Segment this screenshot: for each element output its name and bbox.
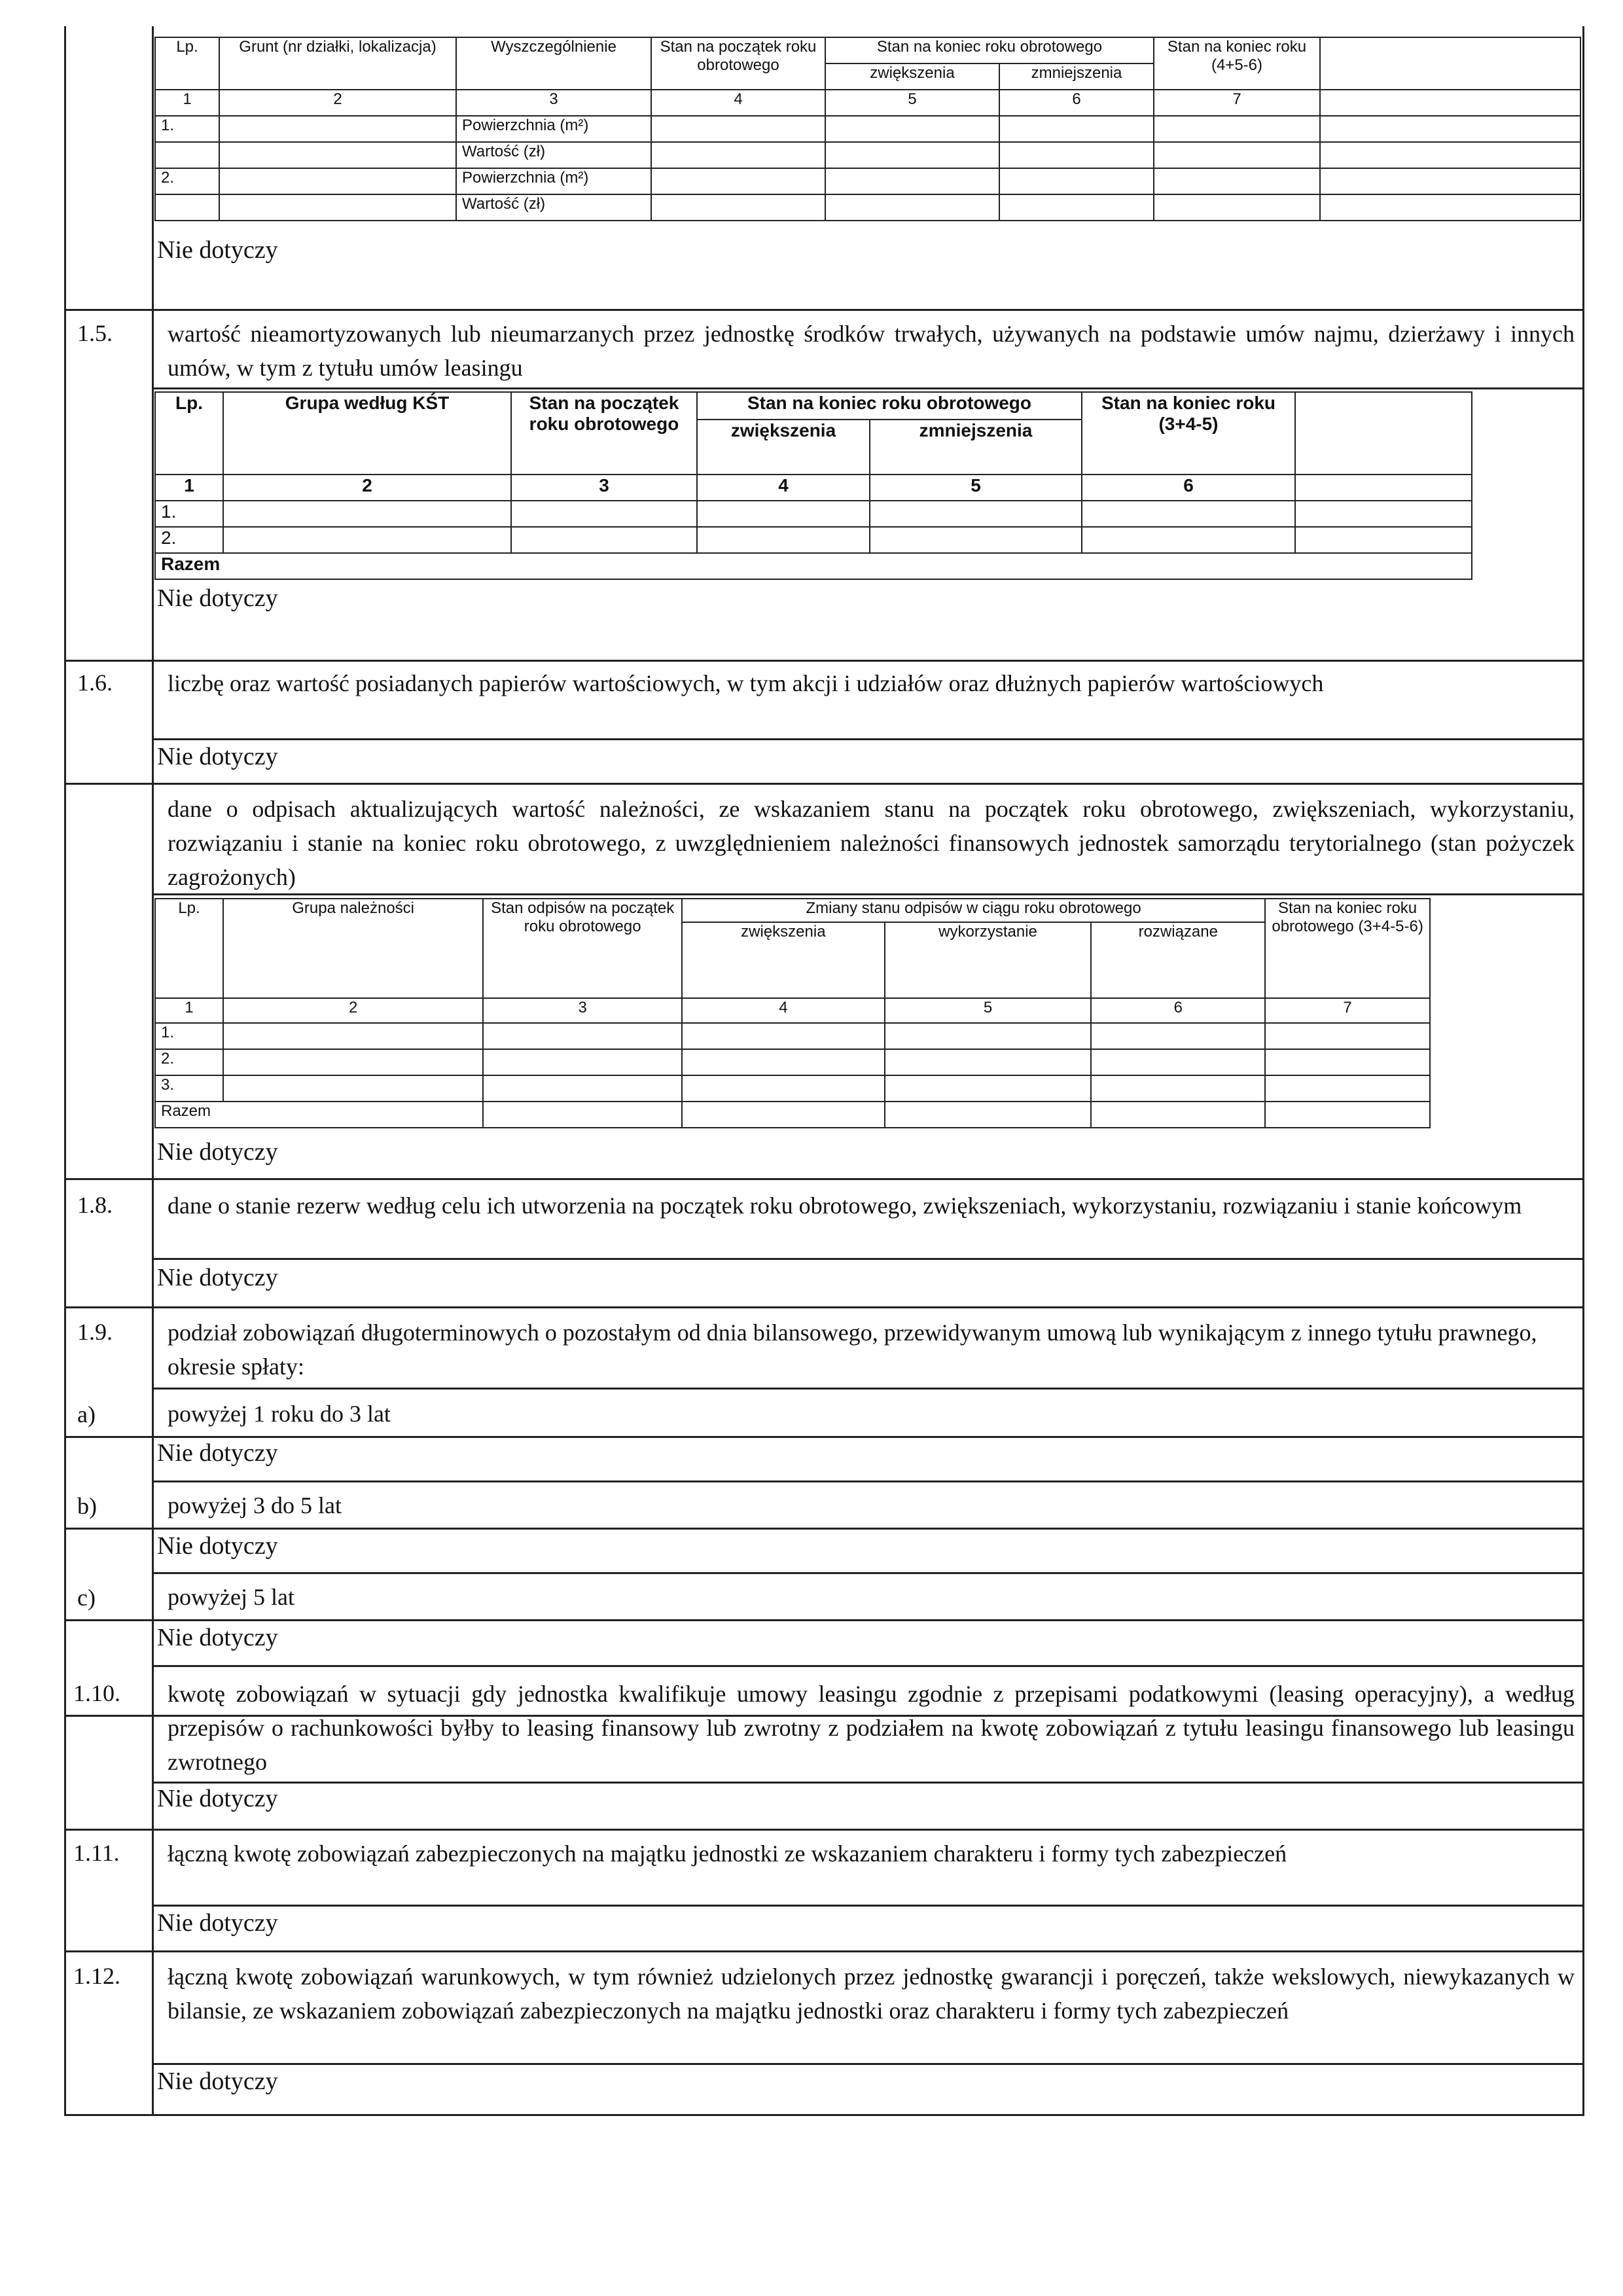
not-applicable-text: Nie dotyczy	[157, 1532, 278, 1560]
frame-right-line	[1582, 26, 1584, 2115]
section-number: 1.6.	[77, 670, 113, 696]
section-number: 1.9.	[77, 1319, 113, 1345]
frame-bottom-line	[64, 2114, 1584, 2116]
frame-separator	[64, 1950, 1584, 1952]
col-number: 5	[885, 998, 1092, 1023]
table-row	[155, 501, 1472, 527]
col-number: 3	[511, 475, 697, 501]
frame-separator	[152, 1782, 1584, 1784]
table-row	[155, 1075, 1430, 1102]
col-header-usage: wykorzystanie	[885, 922, 1092, 998]
col-number: 6	[999, 90, 1154, 116]
col-number: 4	[697, 475, 870, 501]
empty-cell	[1320, 37, 1580, 90]
row-label: Powierzchnia (m²)	[456, 116, 651, 142]
col-number: 6	[1082, 475, 1295, 501]
row-label: Powierzchnia (m²)	[456, 168, 651, 194]
section-text: liczbę oraz wartość posiadanych papierów wartościowych, w tym akcji i udziałów oraz dłużnych papierów wartościowych	[168, 670, 1324, 696]
col-header-end-balance: Stan na koniec roku (4+5-6)	[1154, 37, 1320, 90]
receivables-writedowns-table	[154, 898, 1431, 1128]
not-applicable-text: Nie dotyczy	[157, 743, 278, 770]
col-header-changes: Zmiany stanu odpisów w ciągu roku obrotowego	[682, 899, 1265, 922]
table-row	[155, 116, 1580, 142]
frame-separator	[64, 1436, 1584, 1438]
col-header-increases: zwiększenia	[682, 922, 885, 998]
section-number: 1.12.	[73, 1963, 120, 1989]
col-header-year-end-changes: Stan na koniec roku obrotowego	[825, 37, 1154, 63]
frame-separator	[152, 1572, 1584, 1574]
section-number: 1.5.	[77, 320, 113, 346]
not-applicable-text: Nie dotyczy	[157, 1785, 278, 1812]
col-number: 1	[155, 998, 223, 1023]
row-lp: 3.	[155, 1075, 223, 1102]
empty-cell	[1295, 392, 1472, 475]
col-header-lp: Lp.	[155, 899, 223, 998]
row-lp: 1.	[155, 116, 219, 142]
leased-assets-table	[154, 391, 1472, 580]
row-lp: 2.	[155, 168, 219, 194]
col-header-specification: Wyszczególnienie	[456, 37, 651, 90]
empty-cell	[1295, 475, 1472, 501]
table-row	[155, 527, 1472, 553]
subsection-text: powyżej 1 roku do 3 lat	[168, 1401, 391, 1427]
total-row-label: Razem	[155, 1102, 483, 1128]
section-number: 1.8.	[77, 1192, 113, 1218]
not-applicable-text: Nie dotyczy	[157, 1439, 278, 1467]
not-applicable-text: Nie dotyczy	[157, 2068, 278, 2095]
col-number: 6	[1091, 998, 1265, 1023]
frame-separator	[152, 2063, 1584, 2065]
col-header-start-balance: Stan na początek roku obrotowego	[651, 37, 825, 90]
col-number: 2	[219, 90, 456, 116]
col-number: 5	[825, 90, 999, 116]
col-header-lp: Lp.	[155, 37, 219, 90]
not-applicable-text: Nie dotyczy	[157, 236, 278, 264]
col-header-group: Grupa według KŚT	[223, 392, 511, 475]
col-header-increases: zwiększenia	[697, 420, 870, 475]
col-number: 7	[1154, 90, 1320, 116]
frame-separator	[152, 1258, 1584, 1260]
col-number: 4	[651, 90, 825, 116]
col-number: 4	[682, 998, 885, 1023]
frame-separator	[152, 1905, 1584, 1907]
col-number: 2	[223, 475, 511, 501]
frame-separator	[152, 387, 1584, 389]
row-lp	[155, 142, 219, 168]
col-number: 1	[155, 475, 223, 501]
row-label: Wartość (zł)	[456, 142, 651, 168]
col-header-end-balance: Stan na koniec roku (3+4-5)	[1082, 392, 1295, 475]
frame-separator	[64, 309, 1584, 311]
col-header-start-balance: Stan na początek roku obrotowego	[511, 392, 697, 475]
section-text: łączną kwotę zobowiązań zabezpieczonych na majątku jednostki ze wskazaniem charakteru i formy tych zabezpieczeń	[168, 1840, 1287, 1867]
section-text: dane o stanie rezerw według celu ich utworzenia na początek roku obrotowego, zwiększeniach, wykorzystaniu, rozwiązaniu i stanie końcowym	[168, 1193, 1522, 1219]
frame-left-line	[64, 26, 66, 2115]
section-text: wartość nieamortyzowanych lub nieumarzanych przez jednostkę środków trwałych, używanych na podstawie umów najmu, dzierżawy i innych umów, w tym z tytułu umów leasingu	[168, 321, 1575, 381]
col-number: 2	[223, 998, 483, 1023]
col-number: 7	[1265, 998, 1430, 1023]
not-applicable-text: Nie dotyczy	[157, 1138, 278, 1166]
col-header-released: rozwiązane	[1091, 922, 1265, 998]
row-lp: 1.	[155, 1023, 223, 1049]
table-row	[155, 194, 1580, 221]
table-row	[155, 142, 1580, 168]
frame-separator	[152, 1388, 1584, 1390]
subsection-letter: a)	[77, 1401, 96, 1427]
section-text: podział zobowiązań długoterminowych o pozostałym od dnia bilansowego, przewidywanym umową lub wynikającym z innego tytułu prawnego, okresie spłaty:	[168, 1319, 1537, 1380]
col-header-decreases: zmniejszenia	[870, 420, 1082, 475]
section-text: łączną kwotę zobowiązań warunkowych, w tym również udzielonych przez jednostkę gwarancji i poręczeń, także wekslowych, niewykazanych w bilansie, ze wskazaniem zobowiązań zabezpieczonych na majątku jednostki oraz charakteru i formy tych zabezpieczeń	[168, 1964, 1575, 2024]
col-header-decreases: zmniejszenia	[999, 63, 1154, 90]
section-text: dane o odpisach aktualizujących wartość należności, ze wskazaniem stanu na początek roku obrotowego, zwiększeniach, wykorzystaniu, rozwiązaniu i stanie na koniec roku obrotowego, z uwzględnieniem należności finansowych jednostek samorządu terytorialnego (stan pożyczek zagrożonych)	[168, 796, 1575, 890]
not-applicable-text: Nie dotyczy	[157, 1909, 278, 1937]
subsection-text: powyżej 3 do 5 lat	[168, 1492, 342, 1518]
table-row	[155, 1023, 1430, 1049]
subsection-text: powyżej 5 lat	[168, 1584, 294, 1610]
col-number: 5	[870, 475, 1082, 501]
col-header-land: Grunt (nr działki, lokalizacja)	[219, 37, 456, 90]
not-applicable-text: Nie dotyczy	[157, 1624, 278, 1651]
row-lp: 2.	[155, 527, 223, 553]
frame-separator	[152, 1665, 1584, 1667]
frame-number-column-line	[152, 26, 154, 2115]
frame-separator	[64, 1829, 1584, 1831]
section-number: 1.10.	[73, 1680, 120, 1706]
row-label: Wartość (zł)	[456, 194, 651, 221]
frame-separator	[64, 1528, 1584, 1530]
col-header-group: Grupa należności	[223, 899, 483, 998]
frame-separator	[152, 1480, 1584, 1482]
row-lp: 2.	[155, 1049, 223, 1075]
table-row	[155, 1102, 1430, 1128]
frame-separator	[152, 738, 1584, 740]
frame-separator	[64, 660, 1584, 662]
col-header-start-balance: Stan odpisów na początek roku obrotowego	[483, 899, 682, 998]
not-applicable-text: Nie dotyczy	[157, 1264, 278, 1291]
col-number: 1	[155, 90, 219, 116]
section-number: 1.11.	[73, 1840, 120, 1866]
frame-separator	[64, 1306, 1584, 1308]
frame-separator	[64, 1619, 1584, 1621]
col-header-lp: Lp.	[155, 392, 223, 475]
frame-separator	[64, 1178, 1584, 1180]
empty-cell	[1320, 90, 1580, 116]
col-header-year-end-changes: Stan na koniec roku obrotowego	[697, 392, 1082, 420]
section-text: kwotę zobowiązań w sytuacji gdy jednostka kwalifikuje umowy leasingu zgodnie z przepisami podatkowymi (leasing operacyjny), a według przepisów o rachunkowości byłby to leasing finansowy lub zwrotny z podziałem na kwotę zobowiązań z tytułu leasingu finansowego lub leasingu zwrotnego	[168, 1681, 1575, 1775]
col-header-end-balance: Stan na koniec roku obrotowego (3+4-5-6)	[1265, 899, 1430, 998]
table-row	[155, 1049, 1430, 1075]
land-table	[154, 37, 1581, 221]
col-number: 3	[483, 998, 682, 1023]
subsection-letter: c)	[77, 1585, 96, 1611]
frame-separator	[64, 783, 1584, 785]
row-lp	[155, 194, 219, 221]
total-row-label: Razem	[155, 553, 1472, 579]
col-header-increases: zwiększenia	[825, 63, 999, 90]
not-applicable-text: Nie dotyczy	[157, 584, 278, 612]
col-number: 3	[456, 90, 651, 116]
row-lp: 1.	[155, 501, 223, 527]
table-row	[155, 168, 1580, 194]
table-row	[155, 553, 1472, 579]
subsection-letter: b)	[77, 1493, 97, 1519]
